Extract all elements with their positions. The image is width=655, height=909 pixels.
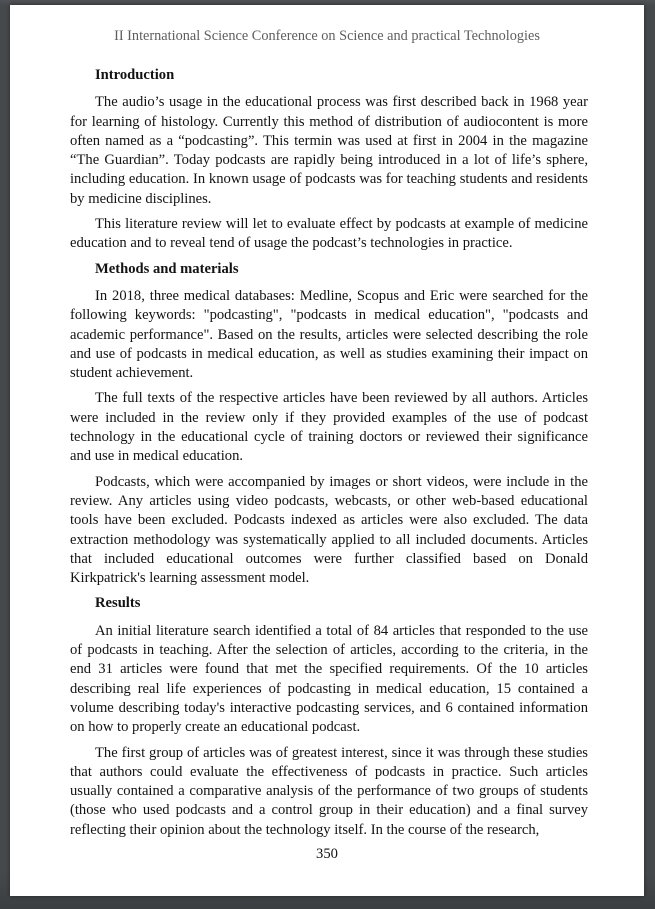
page-number: 350 xyxy=(316,846,338,862)
paragraph-methods-3: Podcasts, which were accompanied by images or short videos, were include in the review. Any articles using video podcasts, webcasts, or other web-based educational tools have been excluded. Podcasts indexed as articles were also excluded. The data extraction methodology was systematically applied to all included documents. Articles that included educational outcomes were further classified based on Donald Kirkpatrick's learning assessment model. xyxy=(70,473,588,587)
document-body xyxy=(70,66,588,840)
paragraph-intro-1: The audio’s usage in the educational process was first described back in 1968 year for learning of histology. Currently this method of distribution of audiocontent is more often named as a “podcasting”. This termin was used at first in 2004 in the magazine “The Guardian”. Today podcasts are rapidly being introduced in a lot of life’s sphere, including education. In known usage of podcasts was for teaching students and residents by medicine disciplines. xyxy=(70,94,588,207)
section-heading-results: Results xyxy=(95,595,141,612)
section-heading-methods: Methods and materials xyxy=(95,260,239,277)
document-page xyxy=(10,5,644,896)
section-heading-introduction: Introduction xyxy=(95,67,175,83)
paragraph-methods-2: The full texts of the respective articles have been reviewed by all authors. Articles were included in the review only if they provided examples of the use of podcast technology in the educational cycle of training doctors or reviewed their significance and use in medical education. xyxy=(70,390,588,465)
paragraph-results-2: The first group of articles was of greatest interest, since it was through these studies that authors could evaluate the effectiveness of podcasts in practice. Such articles usually contained a comparative analysis of the performance of two groups of students (those who used podcasts and a control group in their education) and a final survey reflecting their opinion about the technology itself. In the course of the research, xyxy=(70,744,588,838)
paragraph-results-1: An initial literature search identified a total of 84 articles that responded to the use of podcasts in teaching. After the selection of articles, according to the criteria, in the end 31 articles were found that met the specified requirements. Of the 10 articles describing real life experiences of podcasting in medical education, 15 contained a volume describing today's interactive podcasting services, and 6 contained information on how to properly create an educational podcast. xyxy=(70,622,588,736)
paragraph-intro-2: This literature review will let to evaluate effect by podcasts at example of medicine education and to reveal tend of usage the podcast’s technologies in practice. xyxy=(70,216,588,252)
paragraph-methods-1: In 2018, three medical databases: Medline, Scopus and Eric were searched for the following keywords: "podcasting", "podcasts in medical education", "podcasts and academic performance". Based on the results, articles were selected describing the role and use of podcasts in medical education, as well as studies examining their impact on student achievement. xyxy=(70,287,588,382)
running-header: II International Science Conference on Science and practical Technologies xyxy=(114,28,540,44)
